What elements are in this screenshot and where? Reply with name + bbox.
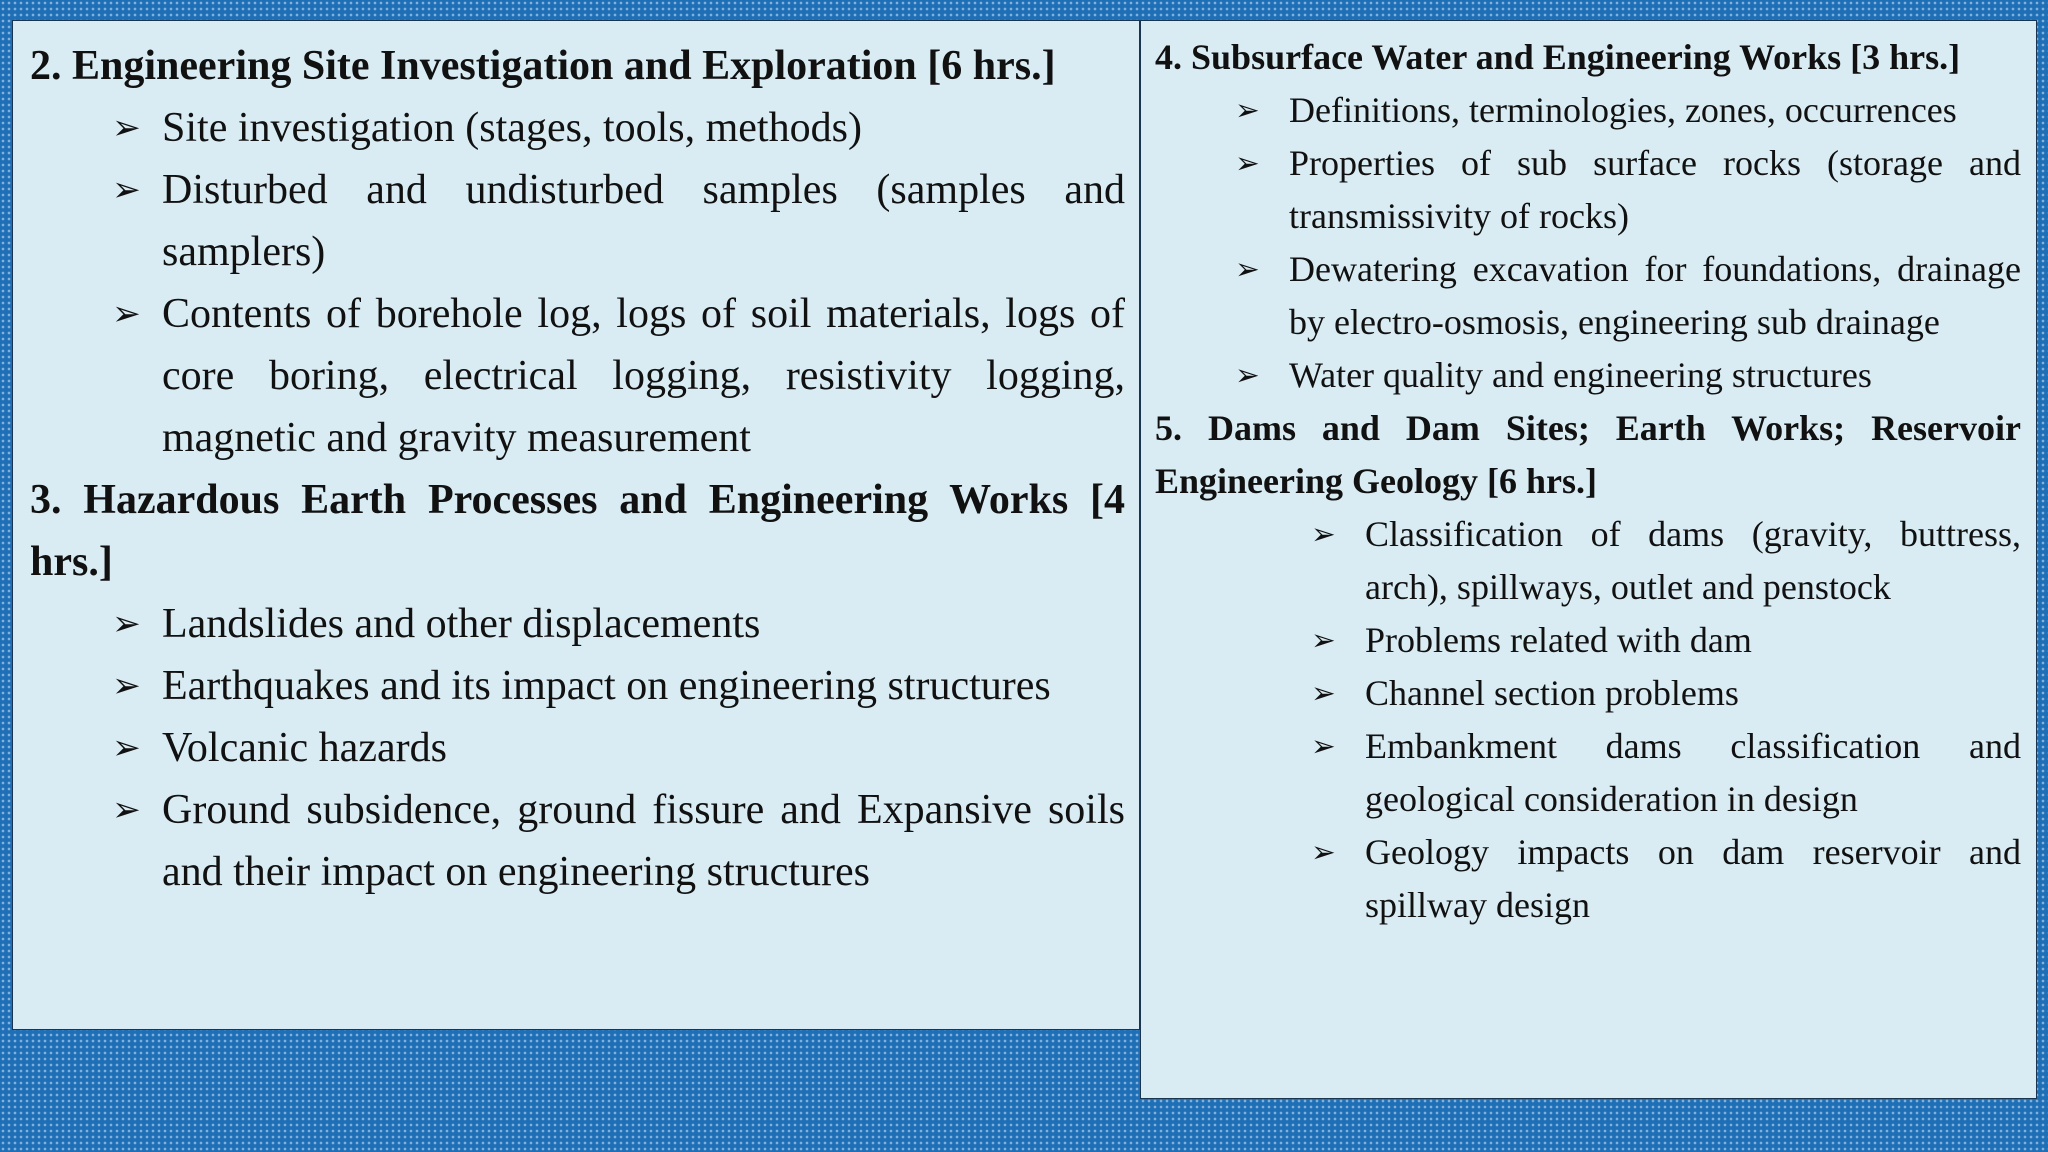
list-item: ➢ Water quality and engineering structures — [1155, 349, 2021, 402]
arrow-bullet-icon: ➢ — [112, 666, 141, 706]
arrow-bullet-icon: ➢ — [112, 170, 141, 210]
list-item: ➢ Landslides and other displacements — [30, 593, 1125, 655]
right-content-panel — [1140, 20, 2037, 1099]
arrow-bullet-icon: ➢ — [1235, 93, 1260, 127]
section-2-heading: 2. Engineering Site Investigation and Exploration [6 hrs.] — [30, 43, 1056, 89]
list-item: ➢ Channel section problems — [1155, 667, 2021, 720]
list-item: ➢ Classification of dams (gravity, buttress, arch), spillways, outlet and penstock — [1155, 508, 2021, 614]
list-item: ➢ Site investigation (stages, tools, methods) — [30, 97, 1125, 159]
section-3-list — [30, 593, 1125, 903]
list-item: ➢ Definitions, terminologies, zones, occurrences — [1155, 84, 2021, 137]
arrow-bullet-icon: ➢ — [1311, 517, 1336, 551]
section-3-heading: 3. Hazardous Earth Processes and Engineering Works [4 hrs.] — [30, 477, 1125, 585]
section-4-list — [1155, 84, 2021, 402]
list-item: ➢ Volcanic hazards — [30, 717, 1125, 779]
arrow-bullet-icon: ➢ — [1311, 835, 1336, 869]
list-item: ➢ Embankment dams classification and geological consideration in design — [1155, 720, 2021, 826]
section-5-list — [1155, 508, 2021, 932]
arrow-bullet-icon: ➢ — [1311, 729, 1336, 763]
list-item: ➢ Contents of borehole log, logs of soil materials, logs of core boring, electrical logging, resistivity logging, magnetic and gravity measurement — [30, 283, 1125, 469]
arrow-bullet-icon: ➢ — [1235, 146, 1260, 180]
arrow-bullet-icon: ➢ — [112, 728, 141, 768]
list-item: ➢ Earthquakes and its impact on engineering structures — [30, 655, 1125, 717]
section-2-list — [30, 97, 1125, 469]
arrow-bullet-icon: ➢ — [1235, 252, 1260, 286]
arrow-bullet-icon: ➢ — [1235, 358, 1260, 392]
list-item: ➢ Ground subsidence, ground fissure and Expansive soils and their impact on engineering structures — [30, 779, 1125, 903]
list-item: ➢ Geology impacts on dam reservoir and spillway design — [1155, 826, 2021, 932]
arrow-bullet-icon: ➢ — [112, 294, 141, 334]
list-item: ➢ Dewatering excavation for foundations, drainage by electro-osmosis, engineering sub drainage — [1155, 243, 2021, 349]
list-item: ➢ Problems related with dam — [1155, 614, 2021, 667]
list-item: ➢ Properties of sub surface rocks (storage and transmissivity of rocks) — [1155, 137, 2021, 243]
section-5-heading: 5. Dams and Dam Sites; Earth Works; Reservoir Engineering Geology [6 hrs.] — [1155, 408, 2021, 501]
arrow-bullet-icon: ➢ — [112, 604, 141, 644]
arrow-bullet-icon: ➢ — [112, 108, 141, 148]
arrow-bullet-icon: ➢ — [1311, 676, 1336, 710]
section-4-heading: 4. Subsurface Water and Engineering Works [3 hrs.] — [1155, 37, 1961, 77]
left-content-panel — [12, 20, 1140, 1030]
arrow-bullet-icon: ➢ — [112, 790, 141, 830]
list-item: ➢ Disturbed and undisturbed samples (samples and samplers) — [30, 159, 1125, 283]
arrow-bullet-icon: ➢ — [1311, 623, 1336, 657]
